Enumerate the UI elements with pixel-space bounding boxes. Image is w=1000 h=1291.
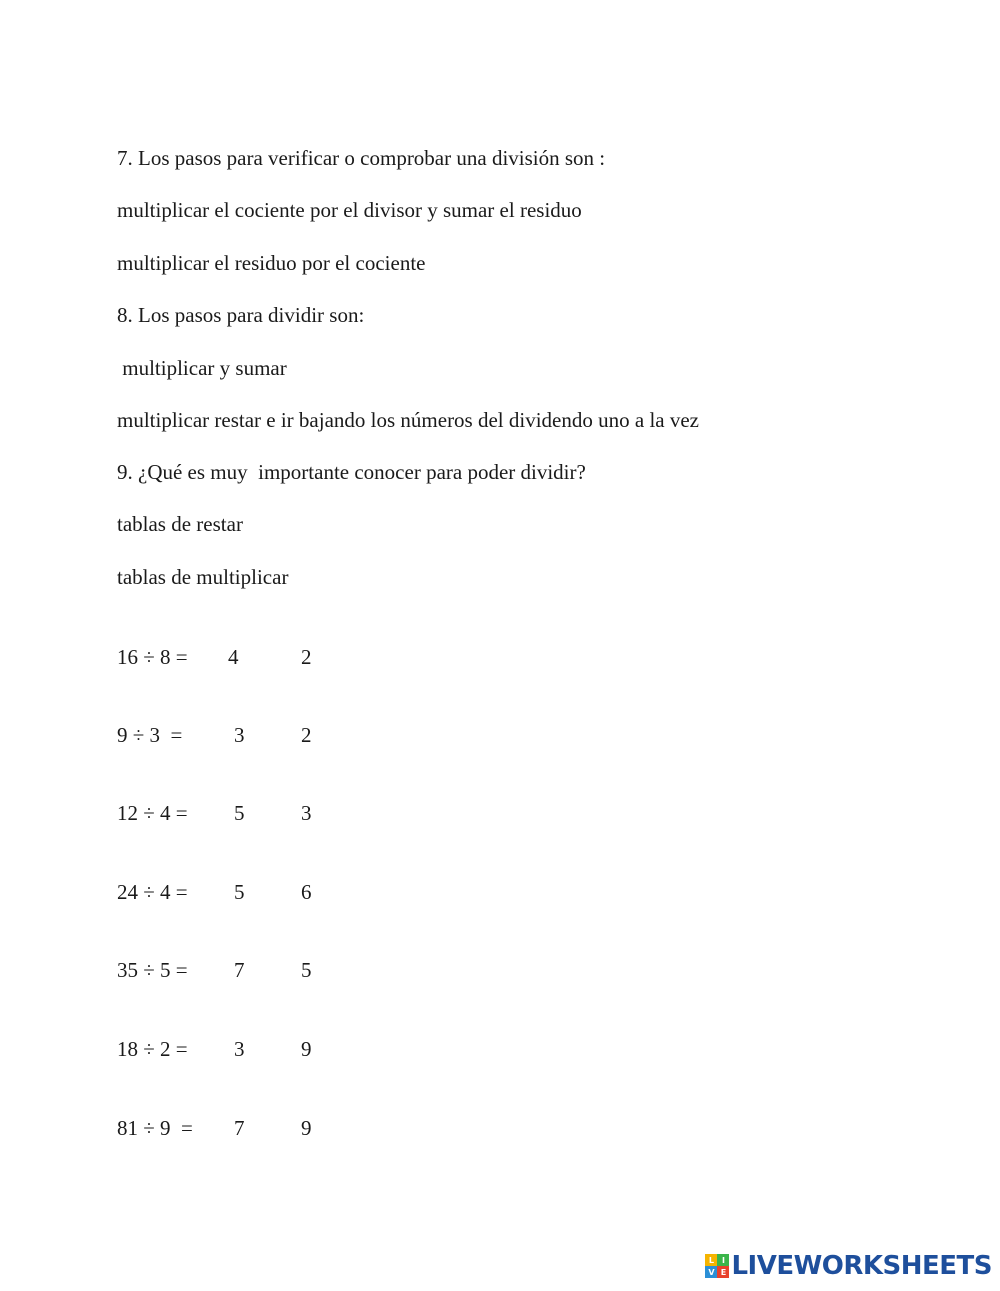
answer-option-2[interactable]: 2 — [301, 645, 312, 669]
division-row — [117, 1115, 377, 1141]
question-7-text: 7. Los pasos para verificar o comprobar una división son : — [117, 146, 606, 170]
answer-option-2[interactable]: 9 — [301, 1037, 312, 1061]
question-8-text: 8. Los pasos para dividir son: — [117, 303, 365, 327]
division-expression: 35 ÷ 5 = — [117, 958, 188, 982]
division-row — [117, 800, 377, 826]
brand-name: LIVEWORKSHEETS — [731, 1251, 992, 1281]
answer-option-1[interactable]: 5 — [234, 880, 245, 904]
division-expression: 9 ÷ 3 = — [117, 723, 183, 747]
liveworksheets-brand[interactable] — [705, 1251, 992, 1281]
answer-option-1[interactable]: 5 — [234, 801, 245, 825]
division-row — [117, 1036, 377, 1062]
answer-option-2[interactable]: 3 — [301, 801, 312, 825]
division-row — [117, 722, 377, 748]
question-9-option-a[interactable]: tablas de restar — [117, 512, 243, 536]
logo-letter: E — [717, 1266, 729, 1278]
division-expression: 81 ÷ 9 = — [117, 1116, 193, 1140]
logo-letter: V — [705, 1266, 717, 1278]
answer-option-1[interactable]: 3 — [234, 1037, 245, 1061]
answer-option-2[interactable]: 5 — [301, 958, 312, 982]
answer-option-2[interactable]: 2 — [301, 723, 312, 747]
answer-option-2[interactable]: 9 — [301, 1116, 312, 1140]
answer-option-2[interactable]: 6 — [301, 880, 312, 904]
answer-option-1[interactable]: 7 — [234, 958, 245, 982]
liveworksheets-logo-icon — [705, 1254, 729, 1278]
logo-letter: I — [717, 1254, 729, 1266]
division-row — [117, 879, 377, 905]
answer-option-1[interactable]: 7 — [234, 1116, 245, 1140]
answer-option-1[interactable]: 3 — [234, 723, 245, 747]
division-expression: 12 ÷ 4 = — [117, 801, 188, 825]
question-9-text: 9. ¿Qué es muy importante conocer para poder dividir? — [117, 460, 586, 484]
question-7-option-b[interactable]: multiplicar el residuo por el cociente — [117, 251, 426, 275]
answer-option-1[interactable]: 4 — [228, 645, 239, 669]
division-expression: 18 ÷ 2 = — [117, 1037, 188, 1061]
question-9-option-b[interactable]: tablas de multiplicar — [117, 565, 289, 589]
division-expression: 24 ÷ 4 = — [117, 880, 188, 904]
division-row — [117, 644, 377, 670]
question-8-option-b[interactable]: multiplicar restar e ir bajando los números del dividendo uno a la vez — [117, 408, 699, 432]
question-7-option-a[interactable]: multiplicar el cociente por el divisor y sumar el residuo — [117, 198, 582, 222]
division-expression: 16 ÷ 8 = — [117, 645, 188, 669]
division-row — [117, 957, 377, 983]
question-8-option-a[interactable]: multiplicar y sumar — [117, 356, 287, 380]
logo-letter: L — [705, 1254, 717, 1266]
